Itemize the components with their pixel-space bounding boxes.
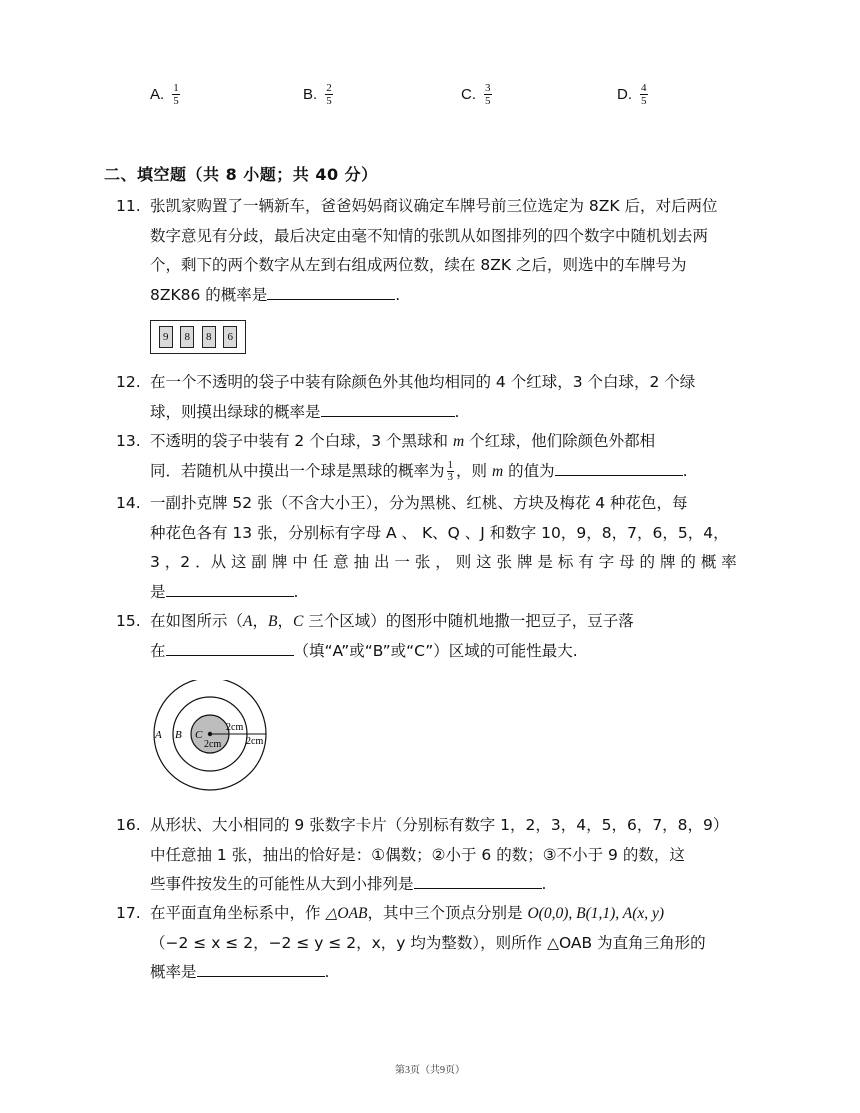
answer-blank[interactable] — [414, 870, 542, 889]
dim-label: 2cm — [204, 739, 222, 750]
dim-label: 2cm — [246, 736, 264, 747]
choice-d — [617, 82, 648, 107]
choice-b — [303, 82, 333, 107]
fraction: $\frac{1}{3}$ — [447, 458, 454, 483]
question-number: 14. — [116, 494, 141, 512]
question-17: 17. 在平面直角坐标系中，作 △OAB，其中三个顶点分别是 O(0,0), B(1,1), A(x, y) （−2 ≤ x ≤ 2，−2 ≤ y ≤ 2，x，y 均为整数），则所作 △OAB 为直角三角形的 概率是 . — [116, 899, 776, 988]
question-13: 13. 不透明的袋子中装有 2 个白球，3 个黑球和 m 个红球，他们除颜色外都相 同．若随机从中摸出一个球是黑球的概率为 $\frac{1}{3}$ ，则 m 的值为 . — [116, 427, 776, 486]
question-number: 15. — [116, 612, 141, 630]
answer-blank[interactable] — [321, 398, 455, 417]
digit-card: 9 — [159, 326, 173, 348]
question-number: 11. — [116, 197, 141, 215]
region-label-c: C — [195, 729, 203, 741]
question-number: 16. — [116, 816, 141, 834]
section-title: 二、填空题（共 8 小题；共 40 分） — [104, 165, 378, 184]
question-number: 13. — [116, 432, 141, 450]
choice-letter: D. — [617, 86, 632, 103]
digit-card: 8 — [202, 326, 216, 348]
choice-c — [461, 82, 492, 107]
choice-row — [0, 82, 860, 112]
question-14: 14. 一副扑克牌 52 张（不含大小王），分为黑桃、红桃、方块及梅花 4 种花色，每 种花色各有 13 张，分别标有字母 A 、 K、Q 、J 和数字 10，9，8，7，6，5，4， 3 ，2 ．从 这 副 牌 中 任 意 抽 出 一 张 ， 则 这 张 牌 是 标 有 字 母 的 牌 的 概 率 是 . — [116, 489, 776, 607]
dim-label: 2cm — [226, 722, 244, 733]
question-number: 12. — [116, 373, 141, 391]
choice-fraction: $\frac{4}{5}$ — [641, 82, 647, 107]
concentric-circles-figure — [150, 680, 270, 792]
question-11: 11. 张凯家购置了一辆新车，爸爸妈妈商议确定车牌号前三位选定为 8ZK 后，对后两位 数字意见有分歧，最后决定由毫不知情的张凯从如图排列的四个数字中随机划去两 个，剩下的两个数字从左到右组成两位数，续在 8ZK 之后，则选中的车牌号为 8ZK86 的概率是 . — [116, 192, 776, 310]
choice-letter: C. — [461, 86, 476, 103]
answer-blank[interactable] — [197, 958, 325, 977]
choice-fraction: $\frac{3}{5}$ — [485, 82, 491, 107]
choice-fraction: $\frac{1}{5}$ — [173, 82, 179, 107]
digit-cards-figure — [150, 320, 246, 354]
choice-letter: B. — [303, 86, 318, 103]
digit-card: 6 — [223, 326, 237, 348]
answer-blank[interactable] — [267, 281, 395, 300]
choice-letter: A. — [150, 86, 165, 103]
answer-blank[interactable] — [166, 637, 294, 656]
question-number: 17. — [116, 904, 141, 922]
answer-blank[interactable] — [166, 578, 294, 597]
question-15: 15. 在如图所示（A，B，C 三个区域）的图形中随机地撒一把豆子，豆子落 在 （填“A”或“B”或“C”）区域的可能性最大. — [116, 607, 776, 666]
question-12: 12. 在一个不透明的袋子中装有除颜色外其他均相同的 4 个红球，3 个白球，2 个绿 球，则摸出绿球的概率是 . — [116, 368, 776, 427]
choice-a — [150, 82, 180, 107]
choice-fraction: $\frac{2}{5}$ — [326, 82, 332, 107]
page-footer: 第3页（共9页） — [395, 1065, 465, 1076]
region-label-b: B — [175, 729, 182, 741]
answer-blank[interactable] — [555, 457, 683, 476]
question-16: 16. 从形状、大小相同的 9 张数字卡片（分别标有数字 1，2，3，4，5，6，7，8，9） 中任意抽 1 张，抽出的恰好是：①偶数；②小于 6 的数；③不小于 9 的数，这 些事件按发生的可能性从大到小排列是 . — [116, 811, 776, 900]
digit-card: 8 — [180, 326, 194, 348]
region-label-a: A — [155, 729, 162, 741]
